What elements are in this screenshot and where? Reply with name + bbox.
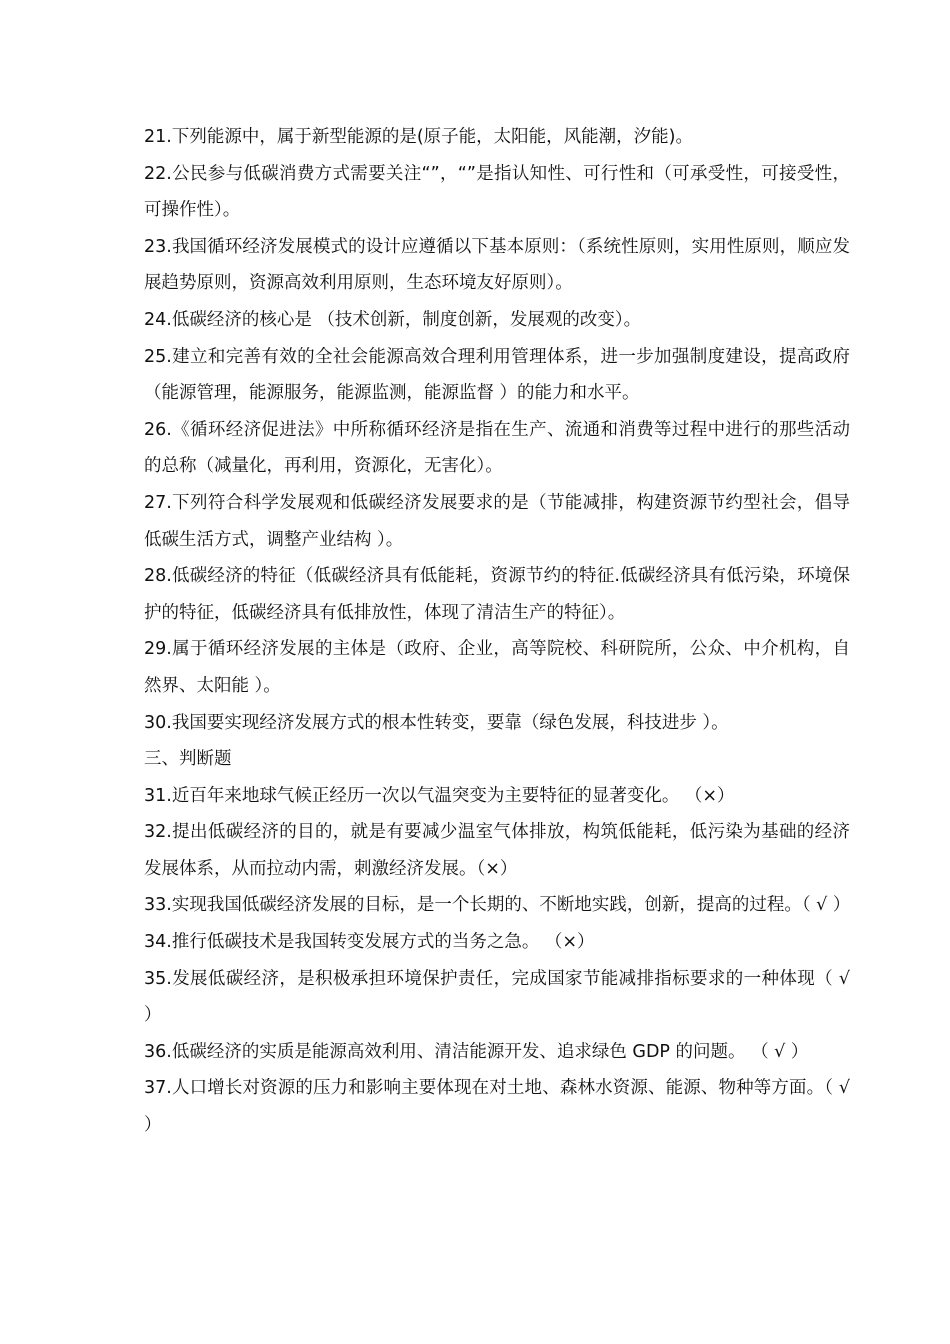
question-26: 26.《循环经济促进法》中所称循环经济是指在生产、流通和消费等过程中进行的那些活动的总称（减量化，再利用，资源化，无害化）。 (144, 419, 850, 477)
question-22: 22.公民参与低碳消费方式需要关注“”，“”是指认知性、可行性和（可承受性，可接受性，可操作性）。 (144, 163, 850, 221)
question-34: 34.推行低碳技术是我国转变发展方式的当务之急。 （×） (144, 932, 595, 953)
question-31: 31.近百年来地球气候正经历一次以气温突变为主要特征的显著变化。 （×） (144, 785, 735, 806)
question-30: 30.我国要实现经济发展方式的根本性转变，要靠（绿色发展，科技进步 ）。 (144, 712, 729, 733)
question-23: 23.我国循环经济发展模式的设计应遵循以下基本原则：（系统性原则，实用性原则，顺应发展趋势原则，资源高效利用原则，生态环境友好原则）。 (144, 236, 850, 294)
question-35: 35.发展低碳经济，是积极承担环境保护责任，完成国家节能减排指标要求的一种体现（ √ ） (144, 968, 850, 1026)
section-heading: 三、判断题 (144, 749, 232, 770)
question-24: 24.低碳经济的核心是 （技术创新，制度创新，发展观的改变）。 (144, 309, 642, 330)
question-21: 21.下列能源中，属于新型能源的是(原子能，太阳能，风能潮，汐能)。 (144, 127, 693, 147)
document-body (144, 119, 850, 1144)
question-36: 36.低碳经济的实质是能源高效利用、清洁能源开发、追求绿色 GDP 的问题。 （ √ ） (144, 1041, 809, 1062)
question-37: 37.人口增长对资源的压力和影响主要体现在对土地、森林水资源、能源、物种等方面。（ √ ） (144, 1078, 850, 1136)
question-29: 29.属于循环经济发展的主体是（政府、企业，高等院校、科研院所，公众、中介机构，自然界、太阳能 ）。 (144, 639, 850, 696)
question-27: 27.下列符合科学发展观和低碳经济发展要求的是（节能减排，构建资源节约型社会，倡导低碳生活方式，调整产业结构 ）。 (144, 492, 850, 550)
question-32: 32.提出低碳经济的目的，就是有要减少温室气体排放，构筑低能耗，低污染为基础的经济发展体系，从而拉动内需，刺激经济发展。（×） (144, 822, 850, 879)
question-33: 33.实现我国低碳经济发展的目标，是一个长期的、不断地实践，创新，提高的过程。（ √ ） (144, 895, 851, 916)
question-28: 28.低碳经济的特征（低碳经济具有低能耗，资源节约的特征.低碳经济具有低污染，环境保护的特征，低碳经济具有低排放性，体现了清洁生产的特征）。 (144, 566, 850, 623)
question-25: 25.建立和完善有效的全社会能源高效合理利用管理体系，进一步加强制度建设，提高政府（能源管理，能源服务，能源监测，能源监督 ）的能力和水平。 (144, 346, 850, 404)
